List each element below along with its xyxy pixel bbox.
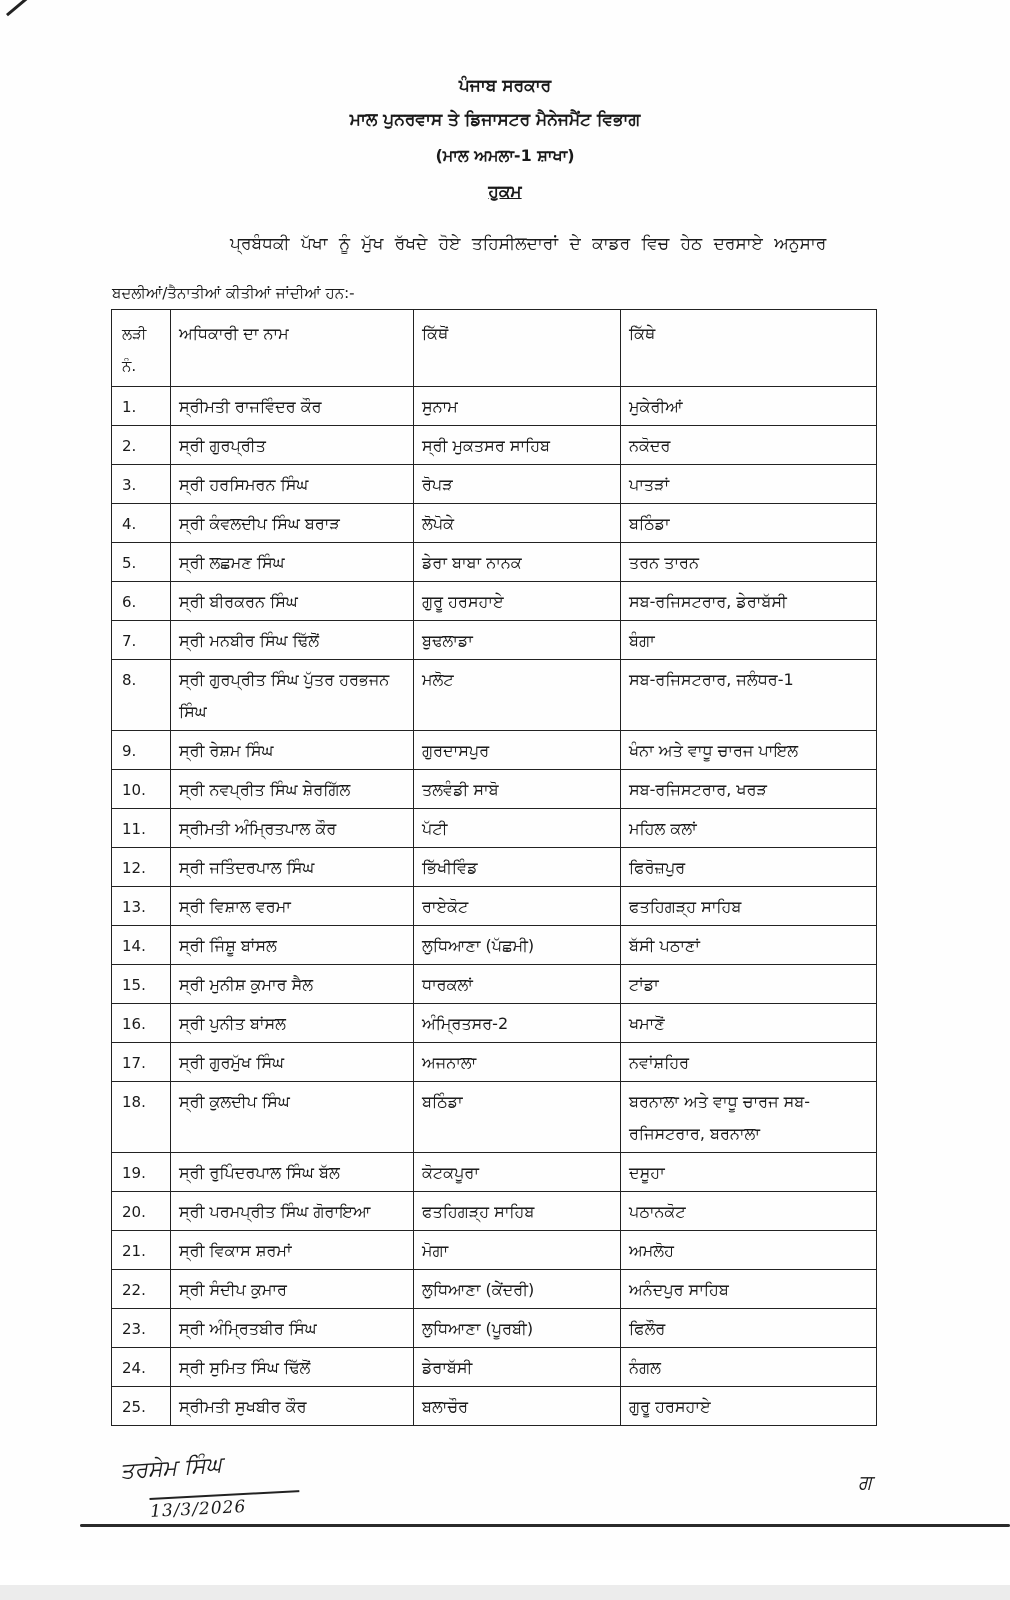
table-row bbox=[112, 848, 877, 887]
officer-name-cell: ਸ੍ਰੀ ਜਿੰਸ਼ੂ ਬਾਂਸਲ bbox=[171, 926, 414, 965]
from-cell: ਸੁਨਾਮ bbox=[414, 387, 621, 426]
to-cell: ਖੰਨਾ ਅਤੇ ਵਾਧੂ ਚਾਰਜ ਪਾਇਲ bbox=[621, 731, 877, 770]
from-cell: ਅੰਮ੍ਰਿਤਸਰ-2 bbox=[414, 1004, 621, 1043]
from-cell: ਬਠਿੰਡਾ bbox=[414, 1082, 621, 1153]
from-cell: ਡੇਰਾਬੱਸੀ bbox=[414, 1348, 621, 1387]
from-cell: ਅਜਨਾਲਾ bbox=[414, 1043, 621, 1082]
serial-cell: 9. bbox=[112, 731, 171, 770]
header-order-title: ਹੁਕਮ bbox=[488, 182, 522, 202]
to-cell: ਫਿਰੋਜ਼ਪੁਰ bbox=[621, 848, 877, 887]
table-row bbox=[112, 504, 877, 543]
table-header-row bbox=[112, 310, 877, 387]
officer-name-cell: ਸ੍ਰੀ ਪਰਮਪ੍ਰੀਤ ਸਿੰਘ ਗੋਰਾਇਆ bbox=[171, 1192, 414, 1231]
from-cell: ਲੋਪੋਕੇ bbox=[414, 504, 621, 543]
officer-name-cell: ਸ੍ਰੀ ਕੰਵਲਦੀਪ ਸਿੰਘ ਬਰਾੜ bbox=[171, 504, 414, 543]
from-cell: ਗੁਰੂ ਹਰਸਹਾਏ bbox=[414, 582, 621, 621]
table-row bbox=[112, 1270, 877, 1309]
to-cell: ਤਰਨ ਤਾਰਨ bbox=[621, 543, 877, 582]
to-cell: ਦਸੂਹਾ bbox=[621, 1153, 877, 1192]
to-cell: ਸਬ-ਰਜਿਸਟਰਾਰ, ਡੇਰਾਬੱਸੀ bbox=[621, 582, 877, 621]
officer-name-cell: ਸ੍ਰੀ ਵਿਸ਼ਾਲ ਵਰਮਾ bbox=[171, 887, 414, 926]
table-row bbox=[112, 387, 877, 426]
officer-name-cell: ਸ੍ਰੀਮਤੀ ਸੁਖਬੀਰ ਕੌਰ bbox=[171, 1387, 414, 1426]
header-to: ਕਿੱਥੇ bbox=[621, 310, 877, 387]
officer-name-cell: ਸ੍ਰੀ ਨਵਪ੍ਰੀਤ ਸਿੰਘ ਸ਼ੇਰਗਿੱਲ bbox=[171, 770, 414, 809]
to-cell: ਅਮਲੋਹ bbox=[621, 1231, 877, 1270]
header-serial: ਲੜੀ ਨੰ. bbox=[112, 310, 171, 387]
table-row bbox=[112, 1387, 877, 1426]
header-officer-name: ਅਧਿਕਾਰੀ ਦਾ ਨਾਮ bbox=[171, 310, 414, 387]
from-cell: ਭਿੱਖੀਵਿੰਡ bbox=[414, 848, 621, 887]
serial-cell: 10. bbox=[112, 770, 171, 809]
from-cell: ਰਾਏਕੋਟ bbox=[414, 887, 621, 926]
serial-cell: 11. bbox=[112, 809, 171, 848]
corner-pen-mark bbox=[6, 0, 28, 16]
background-strip bbox=[0, 1585, 1010, 1600]
table-row bbox=[112, 1043, 877, 1082]
officer-name-cell: ਸ੍ਰੀ ਰੇਸ਼ਮ ਸਿੰਘ bbox=[171, 731, 414, 770]
officer-name-cell: ਸ੍ਰੀਮਤੀ ਰਾਜਵਿੰਦਰ ਕੌਰ bbox=[171, 387, 414, 426]
serial-cell: 1. bbox=[112, 387, 171, 426]
serial-cell: 19. bbox=[112, 1153, 171, 1192]
officer-name-cell: ਸ੍ਰੀ ਗੁਰਪ੍ਰੀਤ bbox=[171, 426, 414, 465]
table-row bbox=[112, 1192, 877, 1231]
table-row bbox=[112, 1153, 877, 1192]
header-from: ਕਿੱਥੋਂ bbox=[414, 310, 621, 387]
officer-name-cell: ਸ੍ਰੀ ਗੁਰਮੁੱਖ ਸਿੰਘ bbox=[171, 1043, 414, 1082]
to-cell: ਬੰਗਾ bbox=[621, 621, 877, 660]
table-row bbox=[112, 1004, 877, 1043]
from-cell: ਲੁਧਿਆਣਾ (ਕੇਂਦਰੀ) bbox=[414, 1270, 621, 1309]
officer-name-cell: ਸ੍ਰੀ ਲਛਮਣ ਸਿੰਘ bbox=[171, 543, 414, 582]
from-cell: ਸ੍ਰੀ ਮੁਕਤਸਰ ਸਾਹਿਬ bbox=[414, 426, 621, 465]
to-cell: ਫਿਲੌਰ bbox=[621, 1309, 877, 1348]
from-cell: ਧਾਰਕਲਾਂ bbox=[414, 965, 621, 1004]
to-cell: ਨੰਗਲ bbox=[621, 1348, 877, 1387]
from-cell: ਬੁਢਲਾਡਾ bbox=[414, 621, 621, 660]
to-cell: ਸਬ-ਰਜਿਸਟਰਾਰ, ਖਰੜ bbox=[621, 770, 877, 809]
intro-line-2: ਬਦਲੀਆਂ/ਤੈਨਾਤੀਆਂ ਕੀਤੀਆਂ ਜਾਂਦੀਆਂ ਹਨ:- bbox=[112, 284, 355, 302]
table-row bbox=[112, 1231, 877, 1270]
table-row bbox=[112, 926, 877, 965]
to-cell: ਸਬ-ਰਜਿਸਟਰਾਰ, ਜਲੰਧਰ-1 bbox=[621, 660, 877, 731]
header-branch: (ਮਾਲ ਅਮਲਾ-1 ਸ਼ਾਖਾ) bbox=[435, 146, 575, 165]
transfer-table bbox=[111, 309, 877, 1426]
from-cell: ਕੋਟਕਪੂਰਾ bbox=[414, 1153, 621, 1192]
serial-cell: 3. bbox=[112, 465, 171, 504]
table-row bbox=[112, 1309, 877, 1348]
serial-cell: 12. bbox=[112, 848, 171, 887]
serial-cell: 5. bbox=[112, 543, 171, 582]
from-cell: ਮਲੋਟ bbox=[414, 660, 621, 731]
to-cell: ਬੱਸੀ ਪਠਾਣਾਂ bbox=[621, 926, 877, 965]
serial-cell: 22. bbox=[112, 1270, 171, 1309]
officer-name-cell: ਸ੍ਰੀ ਕੁਲਦੀਪ ਸਿੰਘ bbox=[171, 1082, 414, 1153]
from-cell: ਬਲਾਚੌਰ bbox=[414, 1387, 621, 1426]
officer-name-cell: ਸ੍ਰੀ ਮਨਬੀਰ ਸਿੰਘ ਢਿੱਲੋਂ bbox=[171, 621, 414, 660]
officer-name-cell: ਸ੍ਰੀ ਜਤਿੰਦਰਪਾਲ ਸਿੰਘ bbox=[171, 848, 414, 887]
serial-cell: 23. bbox=[112, 1309, 171, 1348]
serial-cell: 18. bbox=[112, 1082, 171, 1153]
table-row bbox=[112, 621, 877, 660]
to-cell: ਪਾਤੜਾਂ bbox=[621, 465, 877, 504]
officer-name-cell: ਸ੍ਰੀ ਗੁਰਪ੍ਰੀਤ ਸਿੰਘ ਪੁੱਤਰ ਹਰਭਜਨ ਸਿੰਘ bbox=[171, 660, 414, 731]
page-mark: ਗ bbox=[858, 1470, 872, 1494]
officer-name-cell: ਸ੍ਰੀ ਪੁਨੀਤ ਬਾਂਸਲ bbox=[171, 1004, 414, 1043]
table-row bbox=[112, 965, 877, 1004]
officer-name-cell: ਸ੍ਰੀ ਬੀਰਕਰਨ ਸਿੰਘ bbox=[171, 582, 414, 621]
table-row bbox=[112, 770, 877, 809]
to-cell: ਟਾਂਡਾ bbox=[621, 965, 877, 1004]
serial-cell: 20. bbox=[112, 1192, 171, 1231]
serial-cell: 13. bbox=[112, 887, 171, 926]
header-government: ਪੰਜਾਬ ਸਰਕਾਰ bbox=[458, 76, 552, 96]
serial-cell: 8. bbox=[112, 660, 171, 731]
serial-cell: 14. bbox=[112, 926, 171, 965]
to-cell: ਮਹਿਲ ਕਲਾਂ bbox=[621, 809, 877, 848]
table-row bbox=[112, 660, 877, 731]
to-cell: ਮੁਕੇਰੀਆਂ bbox=[621, 387, 877, 426]
to-cell: ਪਠਾਨਕੋਟ bbox=[621, 1192, 877, 1231]
serial-cell: 15. bbox=[112, 965, 171, 1004]
to-cell: ਬਠਿੰਡਾ bbox=[621, 504, 877, 543]
table-row bbox=[112, 809, 877, 848]
to-cell: ਖਮਾਣੋਂ bbox=[621, 1004, 877, 1043]
serial-cell: 17. bbox=[112, 1043, 171, 1082]
signature-date: 13/3/2026 bbox=[149, 1490, 300, 1522]
officer-name-cell: ਸ੍ਰੀ ਰੁਪਿੰਦਰਪਾਲ ਸਿੰਘ ਬੱਲ bbox=[171, 1153, 414, 1192]
table-row bbox=[112, 543, 877, 582]
from-cell: ਤਲਵੰਡੀ ਸਾਬੋ bbox=[414, 770, 621, 809]
from-cell: ਲੁਧਿਆਣਾ (ਪੱਛਮੀ) bbox=[414, 926, 621, 965]
table-row bbox=[112, 426, 877, 465]
from-cell: ਗੁਰਦਾਸਪੁਰ bbox=[414, 731, 621, 770]
table-row bbox=[112, 582, 877, 621]
officer-name-cell: ਸ੍ਰੀ ਮੁਨੀਸ਼ ਕੁਮਾਰ ਸੈਲ bbox=[171, 965, 414, 1004]
header-department: ਮਾਲ ਪੁਨਰਵਾਸ ਤੇ ਡਿਜਾਸਟਰ ਮੈਨੇਜਮੈਂਟ ਵਿਭਾਗ bbox=[349, 110, 641, 130]
serial-cell: 2. bbox=[112, 426, 171, 465]
table-row bbox=[112, 1348, 877, 1387]
from-cell: ਫਤਹਿਗੜ੍ਹ ਸਾਹਿਬ bbox=[414, 1192, 621, 1231]
officer-name-cell: ਸ੍ਰੀ ਹਰਸਿਮਰਨ ਸਿੰਘ bbox=[171, 465, 414, 504]
serial-cell: 16. bbox=[112, 1004, 171, 1043]
from-cell: ਲੁਧਿਆਣਾ (ਪੂਰਬੀ) bbox=[414, 1309, 621, 1348]
officer-name-cell: ਸ੍ਰੀਮਤੀ ਅੰਮ੍ਰਿਤਪਾਲ ਕੌਰ bbox=[171, 809, 414, 848]
from-cell: ਪੱਟੀ bbox=[414, 809, 621, 848]
table-row bbox=[112, 887, 877, 926]
to-cell: ਗੁਰੂ ਹਰਸਹਾਏ bbox=[621, 1387, 877, 1426]
from-cell: ਮੋਗਾ bbox=[414, 1231, 621, 1270]
table-row bbox=[112, 1082, 877, 1153]
officer-name-cell: ਸ੍ਰੀ ਸੁਮਿਤ ਸਿੰਘ ਢਿੱਲੋਂ bbox=[171, 1348, 414, 1387]
serial-cell: 21. bbox=[112, 1231, 171, 1270]
table-row bbox=[112, 731, 877, 770]
signature: ਤਰਸੇਮ ਸਿੰਘ bbox=[119, 1452, 223, 1485]
to-cell: ਬਰਨਾਲਾ ਅਤੇ ਵਾਧੂ ਚਾਰਜ ਸਬ-ਰਜਿਸਟਰਾਰ, ਬਰਨਾਲਾ bbox=[621, 1082, 877, 1153]
from-cell: ਰੋਪੜ bbox=[414, 465, 621, 504]
officer-name-cell: ਸ੍ਰੀ ਅੰਮ੍ਰਿਤਬੀਰ ਸਿੰਘ bbox=[171, 1309, 414, 1348]
to-cell: ਨਵਾਂਸ਼ਹਿਰ bbox=[621, 1043, 877, 1082]
table-row bbox=[112, 465, 877, 504]
from-cell: ਡੇਰਾ ਬਾਬਾ ਨਾਨਕ bbox=[414, 543, 621, 582]
serial-cell: 24. bbox=[112, 1348, 171, 1387]
officer-name-cell: ਸ੍ਰੀ ਵਿਕਾਸ ਸ਼ਰਮਾਂ bbox=[171, 1231, 414, 1270]
serial-cell: 7. bbox=[112, 621, 171, 660]
to-cell: ਫਤਹਿਗੜ੍ਹ ਸਾਹਿਬ bbox=[621, 887, 877, 926]
to-cell: ਅਨੰਦਪੁਰ ਸਾਹਿਬ bbox=[621, 1270, 877, 1309]
page-bottom-edge bbox=[80, 1524, 1010, 1527]
serial-cell: 25. bbox=[112, 1387, 171, 1426]
officer-name-cell: ਸ੍ਰੀ ਸੰਦੀਪ ਕੁਮਾਰ bbox=[171, 1270, 414, 1309]
to-cell: ਨਕੋਦਰ bbox=[621, 426, 877, 465]
serial-cell: 6. bbox=[112, 582, 171, 621]
serial-cell: 4. bbox=[112, 504, 171, 543]
intro-line-1: ਪ੍ਰਬੰਧਕੀ ਪੱਖਾ ਨੂੰ ਮੁੱਖ ਰੱਖਦੇ ਹੋਏ ਤਹਿਸੀਲਦਾਰਾਂ ਦੇ ਕਾਡਰ ਵਿਚ ਹੇਠ ਦਰਸਾਏ ਅਨੁਸਾਰ bbox=[230, 234, 827, 254]
